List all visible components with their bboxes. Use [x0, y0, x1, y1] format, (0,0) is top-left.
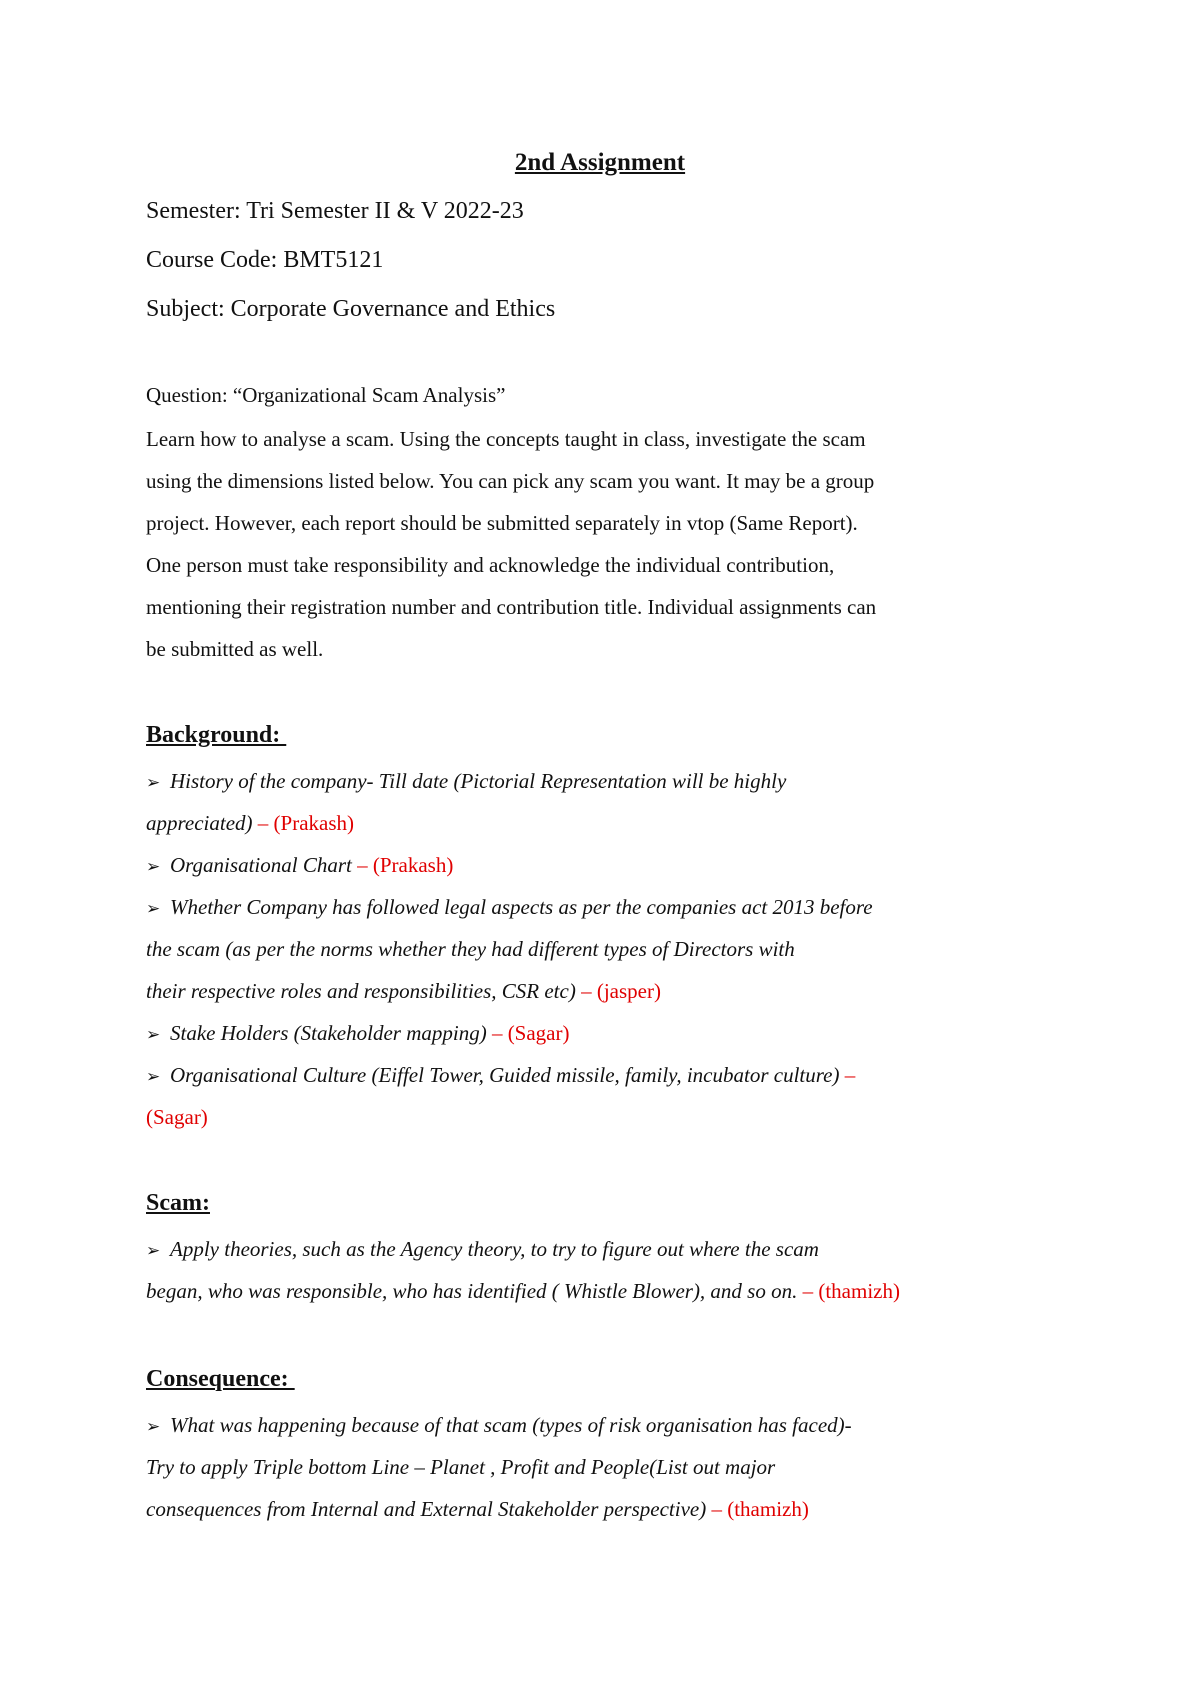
- document-title: 2nd Assignment: [514, 149, 686, 176]
- arrow-bullet-icon: ➢: [146, 857, 161, 877]
- arrow-bullet-icon: ➢: [146, 1417, 161, 1437]
- contributor-label: – (thamizh): [797, 1279, 900, 1303]
- contributor-label: – (Prakash): [252, 811, 355, 835]
- contributor-label: – (jasper): [575, 979, 661, 1003]
- list-item: ➢ Whether Company has followed legal aspects as per the companies act 2013 before: [146, 886, 1106, 928]
- list-item: ➢ History of the company- Till date (Pictorial Representation will be highly: [146, 760, 1106, 802]
- course-code-line: Course Code: BMT5121: [146, 247, 384, 273]
- background-list: [146, 760, 1106, 1138]
- scam-list: [146, 1228, 1106, 1312]
- list-item-continuation: consequences from Internal and External Stakeholder perspective) – (thamizh): [146, 1497, 809, 1521]
- list-item-continuation: the scam (as per the norms whether they had different types of Directors with: [146, 937, 795, 961]
- list-item-continuation: their respective roles and responsibilities, CSR etc) – (jasper): [146, 979, 661, 1003]
- contributor-label: – (thamizh): [706, 1497, 809, 1521]
- list-item: ➢ Apply theories, such as the Agency theory, to try to figure out where the scam: [146, 1228, 1106, 1270]
- list-item: ➢ Organisational Culture (Eiffel Tower, Guided missile, family, incubator culture) –: [146, 1054, 1106, 1096]
- scam-heading: Scam:: [146, 1190, 210, 1216]
- consequence-heading: Consequence:: [146, 1366, 295, 1392]
- contributor-label: – (Prakash): [351, 853, 454, 877]
- semester-line: Semester: Tri Semester II & V 2022-23: [146, 198, 524, 224]
- arrow-bullet-icon: ➢: [146, 1241, 161, 1261]
- list-item: ➢ Stake Holders (Stakeholder mapping) – (Sagar): [146, 1012, 1106, 1054]
- list-item-continuation: began, who was responsible, who has identified ( Whistle Blower), and so on. – (thamizh): [146, 1279, 900, 1303]
- background-heading: Background:: [146, 722, 287, 748]
- contributor-label: – (Sagar): [486, 1021, 570, 1045]
- instructions-line: mentioning their registration number and contribution title. Individual assignments can: [146, 595, 877, 619]
- list-item-continuation: [146, 1096, 1106, 1138]
- question-line: Question: “Organizational Scam Analysis”: [146, 383, 506, 407]
- consequence-list: [146, 1404, 1106, 1530]
- arrow-bullet-icon: ➢: [146, 773, 161, 793]
- instructions-line: project. However, each report should be submitted separately in vtop (Same Report).: [146, 511, 858, 535]
- instructions-line: One person must take responsibility and acknowledge the individual contribution,: [146, 553, 835, 577]
- arrow-bullet-icon: ➢: [146, 1025, 161, 1045]
- contributor-dash: –: [839, 1063, 856, 1087]
- subject-line: Subject: Corporate Governance and Ethics: [146, 296, 556, 322]
- instructions-paragraph: [146, 418, 1086, 670]
- list-item: ➢ What was happening because of that scam (types of risk organisation has faced)-: [146, 1404, 1106, 1446]
- contributor-label: (Sagar): [146, 1105, 208, 1129]
- list-item: ➢ Organisational Chart – (Prakash): [146, 844, 1106, 886]
- instructions-line: be submitted as well.: [146, 637, 324, 661]
- list-item-continuation: Try to apply Triple bottom Line – Planet , Profit and People(List out major: [146, 1455, 776, 1479]
- list-item-continuation: appreciated) – (Prakash): [146, 811, 355, 835]
- instructions-line: Learn how to analyse a scam. Using the concepts taught in class, investigate the scam: [146, 427, 866, 451]
- arrow-bullet-icon: ➢: [146, 1067, 161, 1087]
- instructions-line: using the dimensions listed below. You can pick any scam you want. It may be a group: [146, 469, 875, 493]
- arrow-bullet-icon: ➢: [146, 899, 161, 919]
